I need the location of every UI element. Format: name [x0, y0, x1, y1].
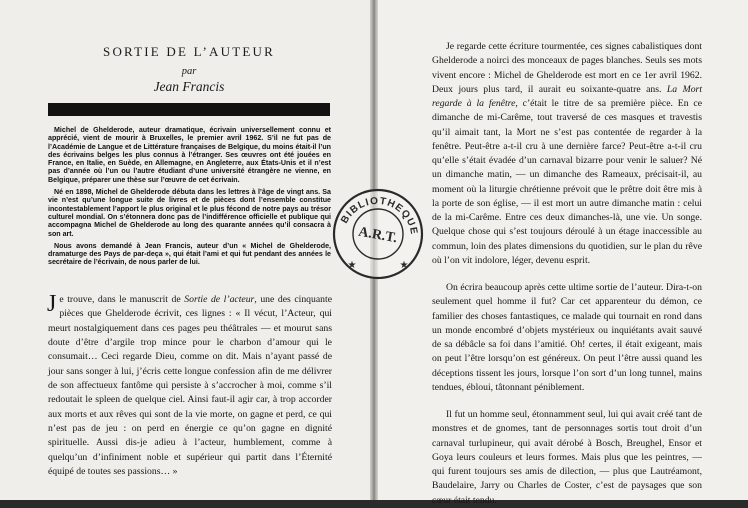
body-lead: e trouve, dans le manuscrit de — [59, 294, 185, 305]
first-play-title: La Mort regarde à la fenêtre — [432, 83, 703, 109]
left-page — [0, 0, 372, 500]
left-body-text — [48, 293, 332, 479]
title-divider-bar — [48, 103, 330, 116]
intro-paragraph: Né en 1898, Michel de Ghelderode débuta dans les lettres à l’âge de vingt ans. Sa vie n’est qu’une longue suite de livres et de pièces dont l’ensemble constitue incontestablement l’apport le plus original et le plus fécond de notre pays au trésor culturel mondial. On s’étonnera donc pas de l’indifférence officielle et publique qui accompagna Michel de Ghelderode au long des quarante années qu’il consacra à son art. — [48, 188, 331, 238]
right-paragraph-1 — [432, 40, 702, 268]
play-title: Sortie de l’acteur — [184, 294, 255, 305]
left-body-paragraph — [48, 293, 332, 479]
library-stamp-icon — [330, 186, 426, 282]
byline-par: par — [181, 66, 197, 77]
right-p1-text: Je regarde cette écriture tourmentée, ces signes cabalistiques dont Ghelderode a noirci des monceaux de pages blanches. Seuls ses mots vivent encore : Michel de Ghelderode est mort en ce 1er avril 1962. Deux jours plus tard, il aurait eu soixante-quatre ans. — [432, 41, 702, 95]
article-title: SORTIE DE L’AUTEUR — [103, 44, 275, 59]
body-rest: , une des cinquante pièces que Ghelderode écrivit, ces lignes : « Il vécut, l’Acteur, qui meurt nostalgiquement dans ces pages peu théâtrales — et mourut sans doute d’être d’argile trop mince pour le charbon d’amour qui le consumait… Ceci regarde Dieu, comme on dit. Mais n’ayant passé de jour sans songer à lui, j’écris cette longue confession afin de me délivrer de son affectueux fantôme qui persiste à s’accrocher à moi, comme s’il redoutait le spleen de quelque ciel. Ainsi faut-il agir car, à trop accorder aux morts et aux rêves qui sont de la vie morte, on gagne et perd, ce qui n’est pas de jeu : on perd en énergie ce qu’on gagne en dignité spirituelle. Aussi dis-je adieu à l’acteur, humblement, comme à quelqu’un d’infiniment noble et supérieur qui partit dans l’Éternité équipé de toutes ses passions… » — [48, 294, 332, 478]
intro-paragraph: Michel de Ghelderode, auteur dramatique, écrivain universellement connu et apprécié, vient de mourir à Bruxelles, le premier avril 1962. S’il ne fut pas de l’Académie de Langue et de Littérature françaises de Belgique, du moins était-il l’un des écrivains belges les plus connus à l’étranger. Ses œuvres ont été jouées en France, en Italie, en Suède, en Allemagne, en Angleterre, aux États-Unis et il n’est pas d’année où l’un ou l’autre étudiant d’une université étrangère ne vienne, en Belgique, préparer une thèse sur l’œuvre de cet écrivain. — [48, 126, 331, 184]
right-paragraph-2: On écrira beaucoup après cette ultime sortie de l’auteur. Dira-t-on seulement quel homme il fut? Car cet apparenteur du démon, ce familier des choses fantastiques, ce malade qui tournait en rond dans un monde encombré d’objets mystérieux ou inquiétants avait sauvé de sa débâcle sa foi dans l’amitié. Oh! certes, il était exigeant, mais on peut l’être lorsqu’on est généreux. On peut l’être aussi quand les déceptions tissent les jours, lorsque l’on sort d’un long tunnel, mains tendues, ébloui, tâtonnant péniblement. — [432, 282, 702, 393]
author-name: Jean Francis — [153, 79, 225, 94]
stamp-star-icon: ★ — [399, 260, 409, 271]
stamp-center-text: A.R.T. — [357, 224, 399, 247]
intro-paragraph: Nous avons demandé à Jean Francis, auteur d’un « Michel de Ghelderode, dramaturge des Pays de par-deça », qui était l’ami et qui fut pendant des années le secrétaire de l’écrivain, de nous parler de lui. — [48, 241, 331, 267]
right-p1-rest: , c’était le titre de sa première pièce. En ce dimanche de mi-Carême, tout traversé de ces masques et travestis qu’il aimait tant, la Mort ne s’est pas contentée de regarder à la fenêtre. Peut-être a-t-il cru à une dernière farce? Peut-être a-t-il cru qu’elle s’était évadée d’un carnaval bizarre pour venir le saluer? Né un dimanche matin, — un dimanche des Rameaux, précisait-il, au moment où la liturgie chrétienne prévoit que le prêtre doit être mis à la porte de son église, — il est mort un autre dimanche matin : celui de la mi-Carême. Entre ces deux dimanches-là, une vie. Un songe. Quelque chose qui s’est toujours déroulé à un étage inaccessible au commun, loin des plates dimensions du quotidien, sur le plan du rêve où l’on vit indolore, léger, devenu esprit. — [432, 98, 702, 266]
drop-cap: J — [47, 291, 57, 317]
right-paragraph-3: Il fut un homme seul, étonnamment seul, lui qui avait créé tant de monstres et de gnomes, tant de personnages sortis tout droit d’un carnaval turlupineur, qui avait dérobé à Bosch, Breughel, Ensor et Goya leurs couleurs et leurs formes. Mais plus que les peintres, — qui furent toujours ses amis de dilection, — plus que Lautréamont, Baudelaire, Jarry ou Charles de Coster, c’est de paysages que son cœur était tendu. — [432, 409, 702, 506]
intro-box — [48, 126, 331, 271]
stamp-star-icon: ★ — [347, 260, 357, 271]
stamp-top-text: BIBLIOTHEQUE — [339, 195, 420, 237]
right-body-text — [432, 40, 702, 508]
